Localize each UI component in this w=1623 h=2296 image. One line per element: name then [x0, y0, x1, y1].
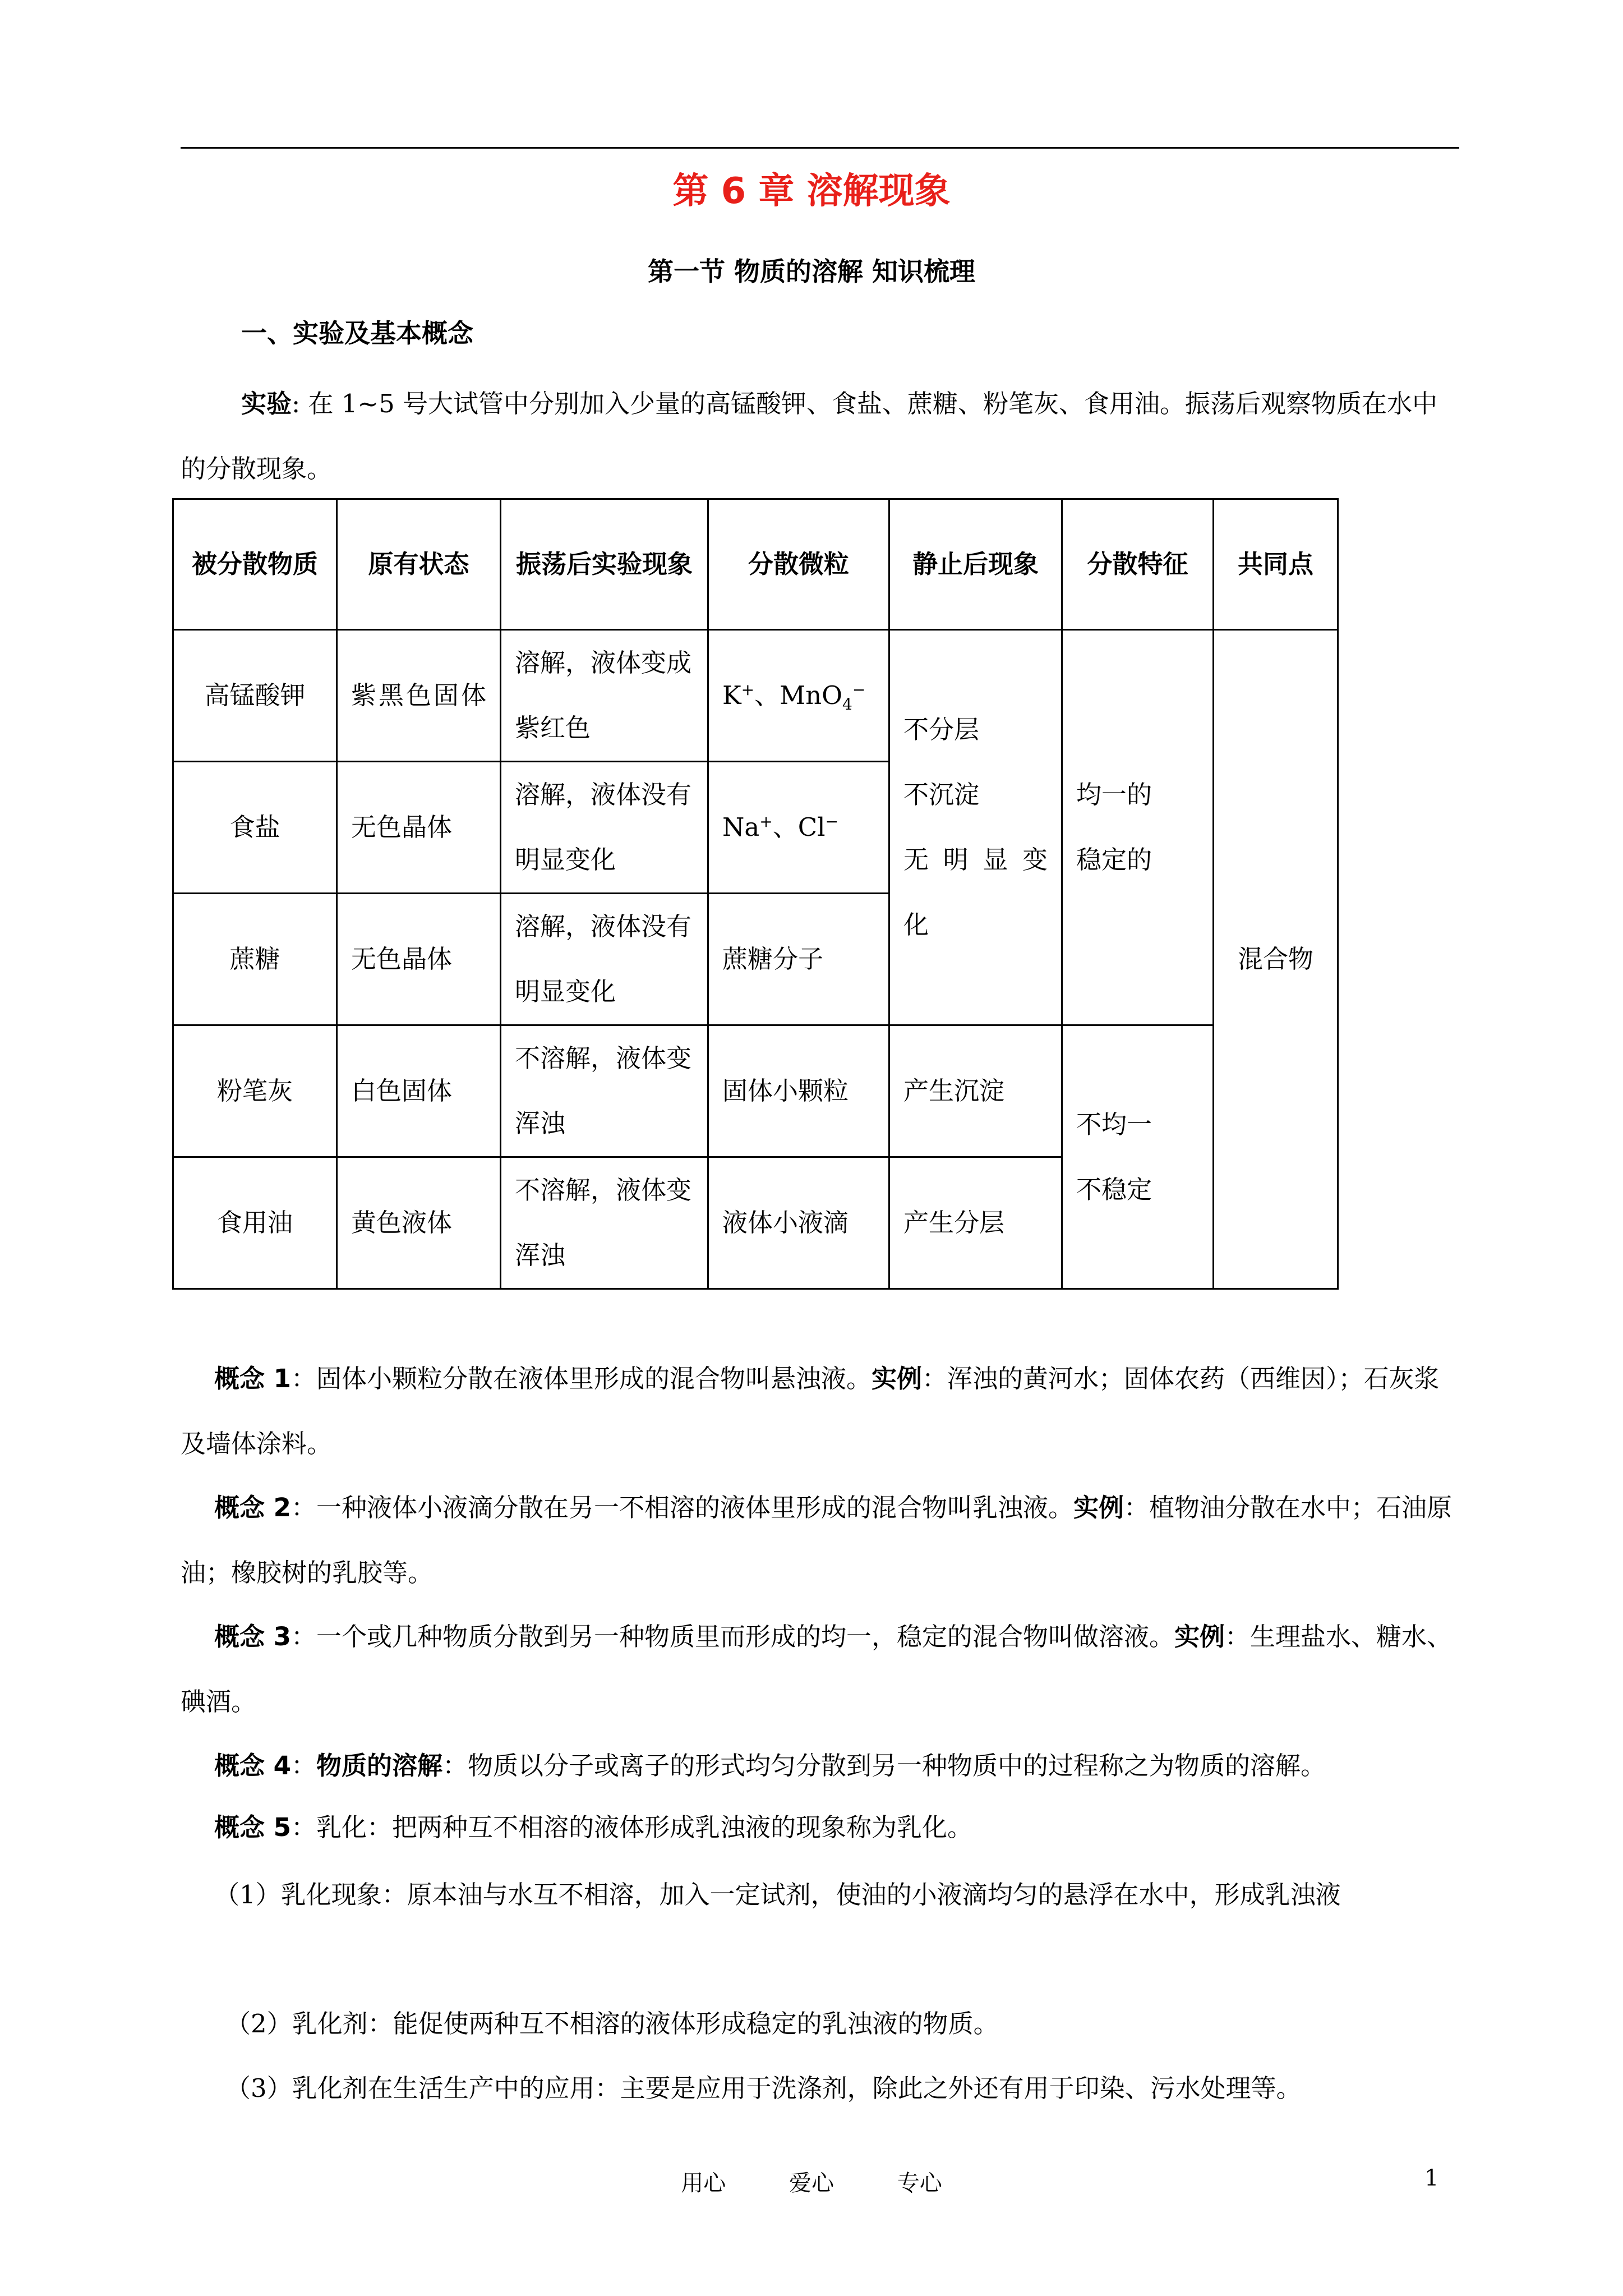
emulsion-item-2: （2）乳化剂：能促使两种互不相溶的液体形成稳定的乳浊液的物质。: [225, 2009, 999, 2039]
cell-substance: 蔗糖: [173, 894, 337, 1025]
cell-state: 无色晶体: [337, 762, 501, 894]
cell-state: 无色晶体: [337, 894, 501, 1025]
cell-state: 黄色液体: [337, 1157, 501, 1289]
header-common: 共同点: [1214, 499, 1338, 630]
cell-particle: 蔗糖分子: [708, 894, 889, 1025]
cell-particle: K+、MnO$_4$−: [708, 630, 889, 762]
experiment-text: : 在 1~5 号大试管中分别加入少量的高锰酸钾、食盐、蔗糖、粉笔灰、食用油。振荡后观察物质在水中的分散现象。: [181, 389, 1438, 484]
cell-substance: 食用油: [173, 1157, 337, 1289]
cell-feature-merged-1: 均一的 稳定的: [1062, 630, 1214, 1025]
header-state: 原有状态: [337, 499, 501, 630]
cell-particle: 液体小液滴: [708, 1157, 889, 1289]
table-row: [173, 1025, 1338, 1157]
footer-item: 爱心: [789, 2170, 834, 2196]
cell-substance: 食盐: [173, 762, 337, 894]
cell-phenomenon: 不溶解，液体变浑浊: [501, 1025, 708, 1157]
emulsion-item-3: （3）乳化剂在生活生产中的应用：主要是应用于洗涤剂，除此之外还有用于印染、污水处理等。: [225, 2073, 1302, 2103]
concept-2: 概念 2：一种液体小液滴分散在另一不相溶的液体里形成的混合物叫乳浊液。实例：植物油分散在水中；石油原油；橡胶树的乳胶等。: [181, 1493, 1453, 1588]
header-feature: 分散特征: [1062, 499, 1214, 630]
cell-phenomenon: 溶解，液体变成紫红色: [501, 630, 708, 762]
chapter-title: 第 6 章 溶解现象: [672, 171, 951, 212]
experiment-table: [172, 498, 1339, 1290]
footer-item: 用心: [681, 2170, 726, 2196]
concept-4: 概念 4：物质的溶解：物质以分子或离子的形式均匀分散到另一种物质中的过程称之为物质的溶解。: [214, 1751, 1326, 1780]
header-phenomenon: 振荡后实验现象: [501, 499, 708, 630]
cell-after-merged: 不分层 不沉淀 无 明 显 变 化: [889, 630, 1062, 1025]
concept-1: 概念 1：固体小颗粒分散在液体里形成的混合物叫悬浊液。实例：浑浊的黄河水；固体农药（西维因）；石灰浆及墙体涂料。: [181, 1364, 1440, 1458]
cell-phenomenon: 溶解，液体没有明显变化: [501, 762, 708, 894]
footer-item: 专心: [897, 2170, 942, 2196]
header-substance: 被分散物质: [173, 499, 337, 630]
cell-particle: 固体小颗粒: [708, 1025, 889, 1157]
section-title: 第一节 物质的溶解 知识梳理: [647, 256, 976, 287]
heading-experiment-concepts: 一、实验及基本概念: [241, 318, 473, 348]
page-number: 1: [1424, 2165, 1439, 2191]
cell-substance: 高锰酸钾: [173, 630, 337, 762]
table-row: [173, 630, 1338, 762]
cell-phenomenon: 溶解，液体没有明显变化: [501, 894, 708, 1025]
concept-3: 概念 3：一个或几种物质分散到另一种物质里而形成的均一，稳定的混合物叫做溶液。实例：生理盐水、糖水、碘酒。: [181, 1622, 1453, 1717]
cell-state: 白色固体: [337, 1025, 501, 1157]
cell-substance: 粉笔灰: [173, 1025, 337, 1157]
cell-particle: Na+、Cl−: [708, 762, 889, 894]
table-header-row: [173, 499, 1338, 630]
experiment-label: 实验: [241, 389, 292, 418]
cell-state: 紫黑色固体: [337, 630, 501, 762]
header-rule: [181, 147, 1459, 149]
cell-common: 混合物: [1214, 630, 1338, 1289]
emulsion-item-1: （1）乳化现象：原本油与水互不相溶，加入一定试剂，使油的小液滴均匀的悬浮在水中，形成乳浊液: [214, 1880, 1341, 1910]
experiment-paragraph: [181, 371, 1459, 501]
page-footer: [0, 2165, 1623, 2197]
cell-feature-merged-2: 不均一 不稳定: [1062, 1025, 1214, 1289]
header-after: 静止后现象: [889, 499, 1062, 630]
concept-5: 概念 5：乳化：把两种互不相溶的液体形成乳浊液的现象称为乳化。: [214, 1812, 972, 1842]
cell-phenomenon: 不溶解，液体变浑浊: [501, 1157, 708, 1289]
cell-after: 产生沉淀: [889, 1025, 1062, 1157]
header-particle: 分散微粒: [708, 499, 889, 630]
cell-after: 产生分层: [889, 1157, 1062, 1289]
